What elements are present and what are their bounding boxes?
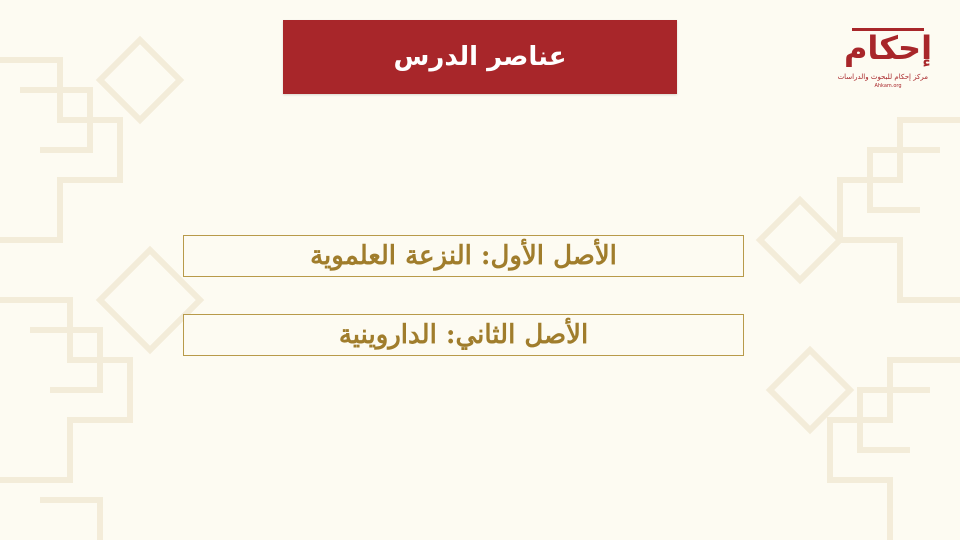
logo-name: إحكام: [843, 29, 933, 67]
lesson-item-2: [183, 314, 744, 356]
lesson-item-1: [183, 235, 744, 277]
lesson-item-2-label: الأصل الثاني: الداروينية: [338, 320, 589, 350]
slide-title-banner: [283, 20, 677, 94]
logo-tag: Ahkam.org: [874, 83, 902, 89]
slide-title: عناصر الدرس: [393, 42, 567, 72]
ahkam-logo: [837, 26, 933, 96]
logo-subtitle: مركز إحكام للبحوث والدراسات: [837, 73, 928, 81]
lesson-item-1-label: الأصل الأول: النزعة العلموية: [310, 241, 617, 271]
